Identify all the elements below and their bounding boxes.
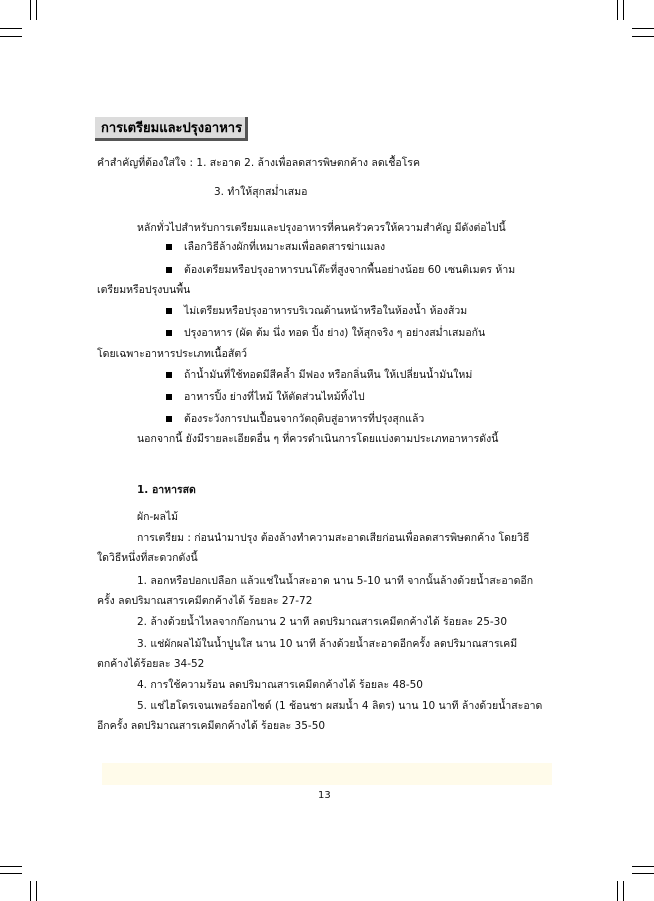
bullet-icon: [166, 416, 172, 422]
crop-mark: [632, 873, 654, 874]
crop-mark: [36, 881, 37, 901]
bullet-icon: [166, 267, 172, 273]
preparation-paragraph: การเตรียม : ก่อนนำมาปรุง ต้องล้างทำความสะอาดเสียก่อนเพื่อลดสารพิษตกค้าง โดยวิธี: [137, 532, 530, 544]
crop-mark: [0, 873, 22, 874]
crop-mark: [617, 0, 618, 20]
footer-band: [102, 763, 552, 785]
keywords-line: 3. ทำให้สุกสม่ำเสมอ: [214, 186, 308, 198]
section-heading: การเตรียมและปรุงอาหาร: [95, 117, 248, 141]
subsection-label: ผัก-ผลไม้: [137, 511, 179, 523]
step-item-continued: ครั้ง ลดปริมาณสารเคมีตกค้างได้ ร้อยละ 27-72: [97, 595, 313, 607]
bullet-text: ปรุงอาหาร (ผัด ต้ม นึ่ง ทอด ปิ้ง ย่าง) ให้สุกจริง ๆ อย่างสม่ำเสมอกัน: [184, 327, 486, 339]
crop-mark: [36, 0, 37, 20]
step-item-continued: อีกครั้ง ลดปริมาณสารเคมีตกค้างได้ ร้อยละ 35-50: [97, 720, 326, 732]
step-item: 5. แช่ไฮโดรเจนเพอร์ออกไซด์ (1 ช้อนชา ผสมน้ำ 4 ลิตร) นาน 10 นาที ล้างด้วยน้ำสะอาด: [137, 700, 543, 712]
paragraph: นอกจากนี้ ยังมีรายละเอียดอื่น ๆ ที่ควรดำเนินการโดยแบ่งตามประเภทอาหารดังนี้: [137, 433, 499, 445]
step-item: 1. ลอกหรือปอกเปลือก แล้วแช่ในน้ำสะอาด นาน 5-10 นาที จากนั้นล้างด้วยน้ำสะอาดอีก: [137, 575, 534, 587]
keywords-line: คำสำคัญที่ต้องใส่ใจ : 1. สะอาด 2. ล้างเพื่อลดสารพิษตกค้าง ลดเชื้อโรค: [97, 157, 420, 169]
intro-paragraph: หลักทั่วไปสำหรับการเตรียมและปรุงอาหารที่คนครัวควรให้ความสำคัญ มีดังต่อไปนี้: [137, 222, 506, 234]
bullet-icon: [166, 244, 172, 250]
step-item-continued: ตกค้างได้ร้อยละ 34-52: [97, 658, 205, 670]
crop-mark: [623, 0, 624, 20]
bullet-text: เลือกวิธีล้างผักที่เหมาะสมเพื่อลดสารฆ่าแมลง: [184, 241, 386, 253]
crop-mark: [0, 36, 22, 37]
crop-mark: [632, 36, 654, 37]
crop-mark: [632, 866, 654, 867]
crop-mark: [0, 28, 22, 29]
page-number: 13: [318, 790, 331, 801]
bullet-text: ต้องระวังการปนเปื้อนจากวัตถุดิบสู่อาหารที่ปรุงสุกแล้ว: [184, 413, 425, 425]
step-item: 2. ล้างด้วยน้ำไหลจากก๊อกนาน 2 นาที ลดปริมาณสารเคมีตกค้างได้ ร้อยละ 25-30: [137, 616, 508, 628]
preparation-paragraph-continued: ใดวิธีหนึ่งที่สะดวกดังนี้: [97, 552, 198, 564]
bullet-text-continued: โดยเฉพาะอาหารประเภทเนื้อสัตว์: [97, 348, 248, 360]
bullet-icon: [166, 372, 172, 378]
crop-mark: [30, 881, 31, 901]
bullet-text: ต้องเตรียมหรือปรุงอาหารบนโต๊ะที่สูงจากพื้นอย่างน้อย 60 เซนติเมตร ห้าม: [184, 264, 516, 276]
crop-mark: [0, 866, 22, 867]
step-item: 3. แช่ผักผลไม้ในน้ำปูนใส นาน 10 นาที ล้างด้วยน้ำสะอาดอีกครั้ง ลดปริมาณสารเคมี: [137, 638, 518, 650]
bullet-text-continued: เตรียมหรือปรุงบนพื้น: [97, 284, 191, 296]
bullet-text: อาหารปิ้ง ย่างที่ไหม้ ให้ตัดส่วนไหม้ทิ้งไป: [184, 391, 365, 403]
crop-mark: [623, 881, 624, 901]
bullet-icon: [166, 330, 172, 336]
crop-mark: [617, 881, 618, 901]
bullet-text: ถ้าน้ำมันที่ใช้ทอดมีสีคล้ำ มีฟอง หรือกลิ่นหืน ให้เปลี่ยนน้ำมันใหม่: [184, 369, 473, 381]
bullet-icon: [166, 394, 172, 400]
bullet-text: ไม่เตรียมหรือปรุงอาหารบริเวณด้านหน้าหรือในห้องน้ำ ห้องส้วม: [184, 305, 468, 317]
step-item: 4. การใช้ความร้อน ลดปริมาณสารเคมีตกค้างได้ ร้อยละ 48-50: [137, 679, 423, 691]
crop-mark: [632, 28, 654, 29]
crop-mark: [30, 0, 31, 20]
bullet-icon: [166, 308, 172, 314]
subsection-title: 1. อาหารสด: [137, 484, 196, 496]
